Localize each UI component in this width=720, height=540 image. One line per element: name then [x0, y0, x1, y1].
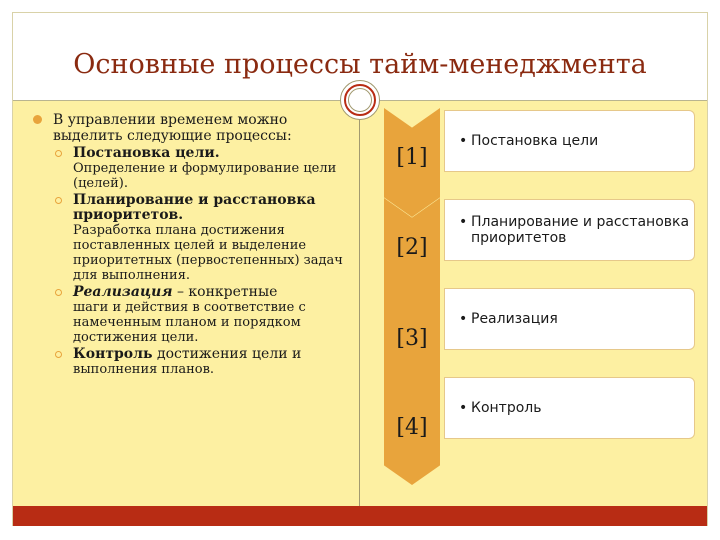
step-number: [2] — [396, 235, 428, 260]
process-head-rest: – конкретные — [172, 284, 278, 300]
step-card-1 — [444, 110, 695, 172]
ring-bullet-icon — [55, 150, 62, 157]
step-card-3 — [444, 288, 695, 350]
process-desc: Разработка плана достижения поставленных целей и выделение приоритетных (первостепенных) задач для выполнения. — [73, 223, 343, 283]
process-desc: выполнения планов. — [73, 362, 215, 377]
slide-title: Основные процессы тайм-менеджмента — [73, 49, 647, 80]
bullet-dot: • — [459, 214, 468, 230]
step-label: Контроль — [471, 400, 542, 416]
step-number: [1] — [396, 145, 428, 170]
bullet-dot: • — [459, 133, 468, 149]
step-number: [4] — [396, 415, 428, 440]
process-item-4 — [33, 347, 343, 377]
process-item-3 — [33, 285, 343, 345]
bottom-bar — [13, 506, 707, 526]
process-head-rest: достижения цели и — [152, 346, 302, 362]
bullet-icon — [33, 115, 42, 124]
process-head: Реализация — [73, 284, 173, 300]
step-number: [3] — [396, 326, 428, 351]
processes-text — [33, 112, 343, 377]
ring-bullet-icon — [55, 289, 62, 296]
ring-bullet-icon — [55, 351, 62, 358]
process-item-1 — [33, 146, 343, 191]
ring-bullet-icon — [55, 197, 62, 204]
step-card-2 — [444, 199, 695, 261]
step-label: Реализация — [471, 311, 558, 327]
intro-item — [33, 112, 343, 144]
intro-text: В управлении временем можно выделить следующие процессы: — [53, 112, 292, 144]
process-head: Постановка цели. — [73, 145, 220, 161]
bullet-dot: • — [459, 311, 468, 327]
bullet-dot: • — [459, 400, 468, 416]
process-head: Контроль — [73, 346, 153, 362]
process-item-2 — [33, 193, 343, 283]
step-card-4 — [444, 377, 695, 439]
circle-ornament-icon — [339, 79, 381, 121]
process-desc: шаги и действия в соответствие с намеченным планом и порядком достижения цели. — [73, 300, 306, 345]
step-label: Планирование и расстановка приоритетов — [471, 214, 690, 246]
process-desc: Определение и формулирование цели (целей). — [73, 161, 337, 191]
step-label: Постановка цели — [471, 133, 599, 149]
process-head: Планирование и расстановка приоритетов. — [73, 192, 316, 223]
column-divider — [359, 101, 360, 506]
